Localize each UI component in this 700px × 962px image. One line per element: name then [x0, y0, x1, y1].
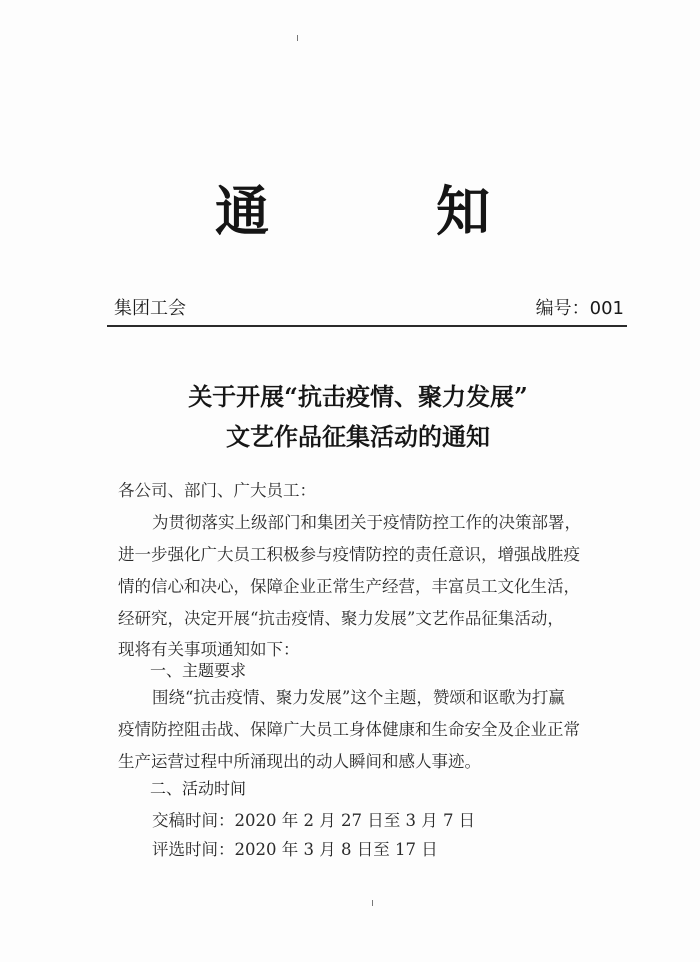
intro-line: 经研究，决定开展“抗击疫情、聚力发展”文艺作品征集活动， [118, 609, 564, 628]
document-number: 编号：001 [535, 298, 624, 319]
intro-line: 进一步强化广大员工积极参与疫情防控的责任意识，增强战胜疫 [118, 545, 580, 564]
scan-mark-top [297, 35, 298, 41]
intro-line: 情的信心和决心，保障企业正常生产经营，丰富员工文化生活， [118, 577, 580, 596]
issuer-name: 集团工会 [114, 298, 186, 319]
salutation: 各公司、部门、广大员工： [118, 481, 316, 500]
section-heading-theme: 一、主题要求 [150, 661, 247, 680]
intro-line: 为贯彻落实上级部门和集团关于疫情防控工作的决策部署， [152, 513, 581, 532]
section-theme-line: 生产运营过程中所涌现出的动人瞬间和感人事迹。 [118, 752, 481, 771]
document-title-char-1: 通 [215, 179, 269, 243]
intro-line: 现将有关事项通知如下： [118, 640, 300, 659]
scan-mark-bottom [372, 900, 373, 906]
document-title [0, 178, 700, 244]
submission-period: 交稿时间：2020 年 2 月 27 日至 3 月 7 日 [152, 811, 476, 830]
notice-title-line-1: 关于开展“抗击疫情、聚力发展” [188, 382, 528, 411]
header-divider [107, 325, 627, 327]
notice-title-line-2: 文艺作品征集活动的通知 [226, 422, 490, 451]
selection-period: 评选时间：2020 年 3 月 8 日至 17 日 [152, 840, 438, 859]
section-heading-time: 二、活动时间 [150, 779, 247, 798]
section-theme-line: 疫情防控阻击战、保障广大员工身体健康和生命安全及企业正常 [118, 720, 580, 739]
document-title-char-2: 知 [436, 179, 490, 243]
section-theme-line: 围绕“抗击疫情、聚力发展”这个主题，赞颂和讴歌为打赢 [152, 688, 565, 707]
